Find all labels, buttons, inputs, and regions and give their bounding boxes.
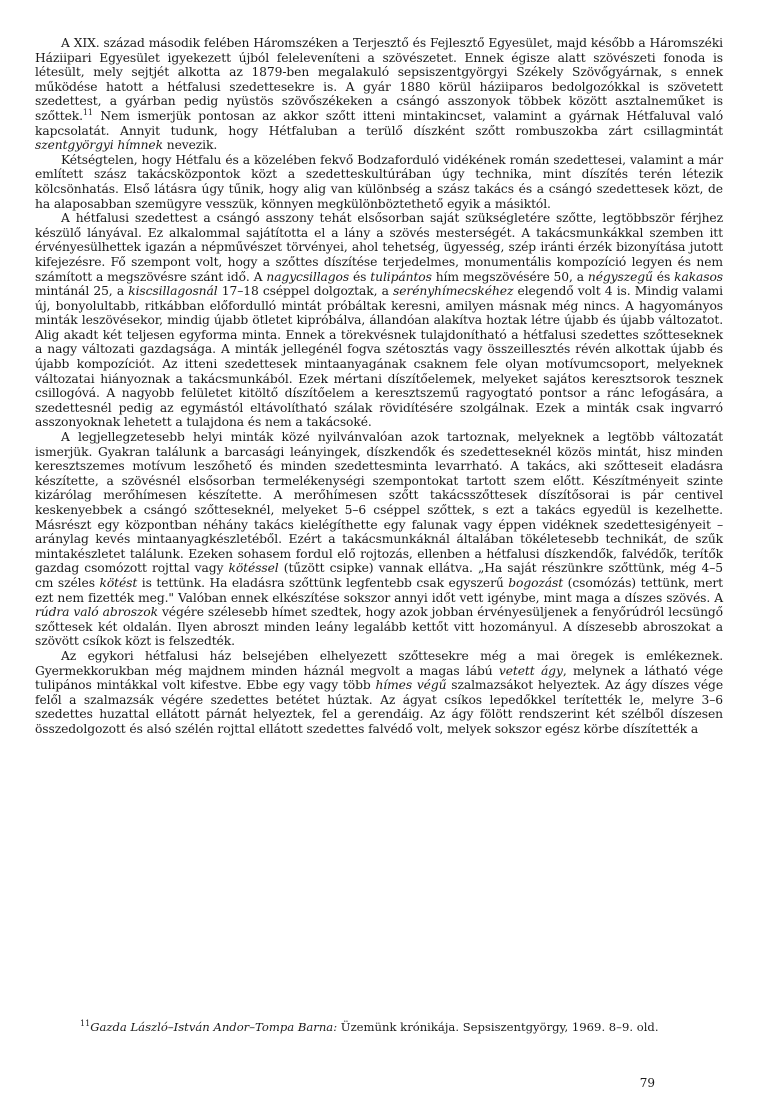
body-text	[35, 36, 723, 737]
text-run: hím megszövésére 50, a	[431, 269, 588, 284]
italic-term: tulipántos	[370, 269, 432, 284]
text-run: végére szélesebb hímet szedtek, hogy azok jobban érvényesüljenek a fenyőrúdról lecsüngő szőttesek két oldalán. Ilyen abroszt minden leány legalább kettőt vitt hozományul. A díszesebb abroszokat a szövött csíkok közt is felszedték.	[35, 605, 723, 649]
text-run: 17–18 cséppel dolgoztak, a	[217, 284, 394, 299]
text-run: és	[349, 269, 371, 284]
italic-term: hímes végű	[375, 678, 447, 693]
footnote	[80, 1020, 723, 1035]
text-run: szalmazsákot helyeztek. Az ágy díszes vége felől a szalmazsák végére szedettes betétet húztak. Az ágyat csíkos lepedőkkel terítették le, melyre 3–6 szedettes huzattal ellátott párnát helyeztek, fel a gerendáig. Az ágy fölött rendszerint két szélből díszesen összedolgozott és alsó szélén rojttal ellátott szedettes falvédő volt, melyek sokszor egész körbe díszítették a	[35, 678, 724, 736]
text-run: nevezik.	[162, 138, 218, 153]
italic-term: nagycsillagos	[266, 269, 350, 284]
text-run: elegendő volt 4 is. Mindig valami új, bonyolultabb, ritkábban előfordulló mintát próbáltak keresni, amilyen másnak még nincs. A hagyományos minták leszövésekor, mindig újabb ötletet kipróbálva, állandóan alakítva hoztak létre újabb és újabb változatot. Alig akadt két teljesen egyforma minta. Ennek a törekvésnek tulajdonítható a hétfalusi szedettes szőtteseknek a nagy változati gazdagsága. A minták jellegénél fogva szétosztás vagy összeillesztés révén alkottak újabb és újabb kompozíciót. Az itteni szedettesek mintaanyagának csaknem fele olyan motívumcsoport, melyeknek változatai hiányoznak a takácsmunkából. Ezek mértani díszítőelemek, melyeket sajátos keresztsorok tesznek csillogóvá. A nagyobb felületet kitöltő díszítőelem a keresztszemű ragyogtató pontsor a ránc lefogására, a szedettesnél pedig az egymástól eltávolítható szálak rövidítésére szolgálnak. Ezek a minták csak ingvarró asszonyoknak lehetett a tulajdona és nem a takácsoké.	[35, 284, 724, 430]
text-run: Az egykori hétfalusi ház belsejében elhelyezett szőttesekre még a mai öregek is emlékeznek. Gyermekkorukban még majdnem minden háznál megvolt a magas lábú	[35, 648, 723, 678]
italic-term: kakasos	[674, 269, 723, 284]
italic-term: négyszegű	[587, 269, 653, 284]
italic-term: kötéssel	[228, 561, 279, 576]
italic-term: rúdra való abroszok	[35, 605, 158, 620]
italic-term: vetett ágy	[498, 663, 563, 678]
text-run: is tettünk. Ha eladásra szőttünk legfentebb csak egyszerű	[137, 575, 509, 590]
text-run: Kétségtelen, hogy Hétfalu és a közelében fekvő Bodzaforduló vidékének román szedettesei, valamint a már említett szász takácsközpontok közt a szedetteskultúrában úgy technika, mint díszítés terén létezik kölcsönhatás. Első látásra úgy tűnik, hogy alig van különbség a szász takács és a csángó szedettesek közt, de ha alaposabban szemügyre vesszük, könnyen megkülönböztethető egyik a másiktól.	[35, 152, 723, 211]
text-run: (tűzött csipke) vannak ellátva. „Ha saját részünkre szőttünk, még 4–5 cm széles	[35, 561, 723, 590]
text-run: A XIX. század második felében Háromszéken a Terjesztő és Fejlesztő Egyesület, majd később a Háromszéki Háziipari Egyesület igyekezett újból feleleveníteni a szövészetet. Ennek égisze alatt szövészeti fonoda is létesült, mely sejtjét alkotta az 1879-ben megalakuló sepsiszentgyörgyi Székely Szövőgyárnak, s ennek működése hatott a hétfalusi szedettesekre is. A gyár 1880 körül háziiparos bedolgozókkal is szövetett szedettest, a gyárban pedig nyüstös szövőszékeken a csángó asszonyok többek között asztalneműket is szőttek.	[35, 36, 723, 123]
paragraph	[35, 153, 723, 211]
text-run: és	[652, 269, 675, 284]
footnote-authors: Gazda László–István Andor–Tompa Barna:	[90, 1020, 338, 1034]
footnote-text: Üzemünk krónikája. Sepsiszentgyörgy, 1969. 8–9. old.	[337, 1020, 659, 1034]
text-run: , melynek a látható vége tulipános mintákkal volt kifestve. Ebbe egy vagy több	[35, 663, 724, 693]
text-run: mintánál 25, a	[35, 284, 129, 299]
page-number: 79	[639, 1076, 655, 1090]
italic-term: kötést	[99, 575, 138, 590]
footnote-marker: 11	[80, 1019, 91, 1029]
italic-term: bogozást	[508, 575, 564, 590]
italic-term: kiscsillagosnál	[128, 284, 218, 299]
footnote-reference: 11	[82, 107, 93, 117]
text-run: A legjellegzetesebb helyi minták közé nyilvánvalóan azok tartoznak, melyeknek a legtöbb változatát ismerjük. Gyakran találunk a barcasági leányingek, díszkendők és szedetteseknél közös mintát, hisz minden keresztszemes motívum leszőhető és minden szedettesminta levarrható. A takács, aki szőtteseit eladásra készítette, a szövésnél elsősorban termelékenységi szempontokat tartott szem előtt. Készítményeit szinte kizárólag merőhímesen készítette. A merőhímesen szőtt takácsszőttesek díszítősorai is pár centivel keskenyebbek a csángó szőtteseknél, melyeket 5–6 cséppel szőttek, s ezt a takács egyedül is kezelhette. Másrészt egy központban néhány takács kielégíthette egy falunak vagy éppen vidéknek szedettesigényeit – aránylag kevés mintaanyagkészletéből. Ezért a takácsmunkáknál általában tökéletesebb technikát, de szűk mintakészletet találunk. Ezeken sohasem fordul elő rojtozás, ellenben a hétfalusi díszkendők, falvédők, terítők gazdag csomózott rojttal vagy	[35, 430, 723, 576]
paragraph	[35, 211, 723, 430]
text-run: (csomózás) tettünk, mert ezt nem fizették meg." Valóban ennek elkészítése sokszor annyi időt vett igénybe, mint maga a díszes szövés. A	[35, 575, 723, 605]
italic-term: serényhímecskéhez	[393, 284, 514, 299]
text-run: Nem ismerjük pontosan az akkor szőtt itteni mintakincset, valamint a gyárnak Hétfaluval való kapcsolatát. Annyit tudunk, hogy Hétfaluban a terülő díszként szőtt rombuszokba zárt csillagmintát	[35, 108, 723, 138]
text-run: A hétfalusi szedettest a csángó asszony tehát elsősorban saját szükségletére szőtte, legtöbbször férjhez készülő lányával. Ez alkalommal sajátította el a lány a szövés mesterségét. A takácsmunkákkal szemben itt érvényesülhettek igazán a népművészet törvényei, ahol tehetség, ügyesség, szép iránti érzék bizonyítása jutott kifejezésre. Fő szempont volt, hogy a szőttes díszítése terjedelmes, monumentális kompozíció legyen és nem számított a megszövésre szánt idő. A	[35, 211, 723, 284]
paragraph	[35, 430, 723, 649]
italic-term: szentgyörgyi hímnek	[35, 138, 163, 153]
paragraph	[35, 36, 723, 153]
paragraph	[35, 649, 723, 737]
